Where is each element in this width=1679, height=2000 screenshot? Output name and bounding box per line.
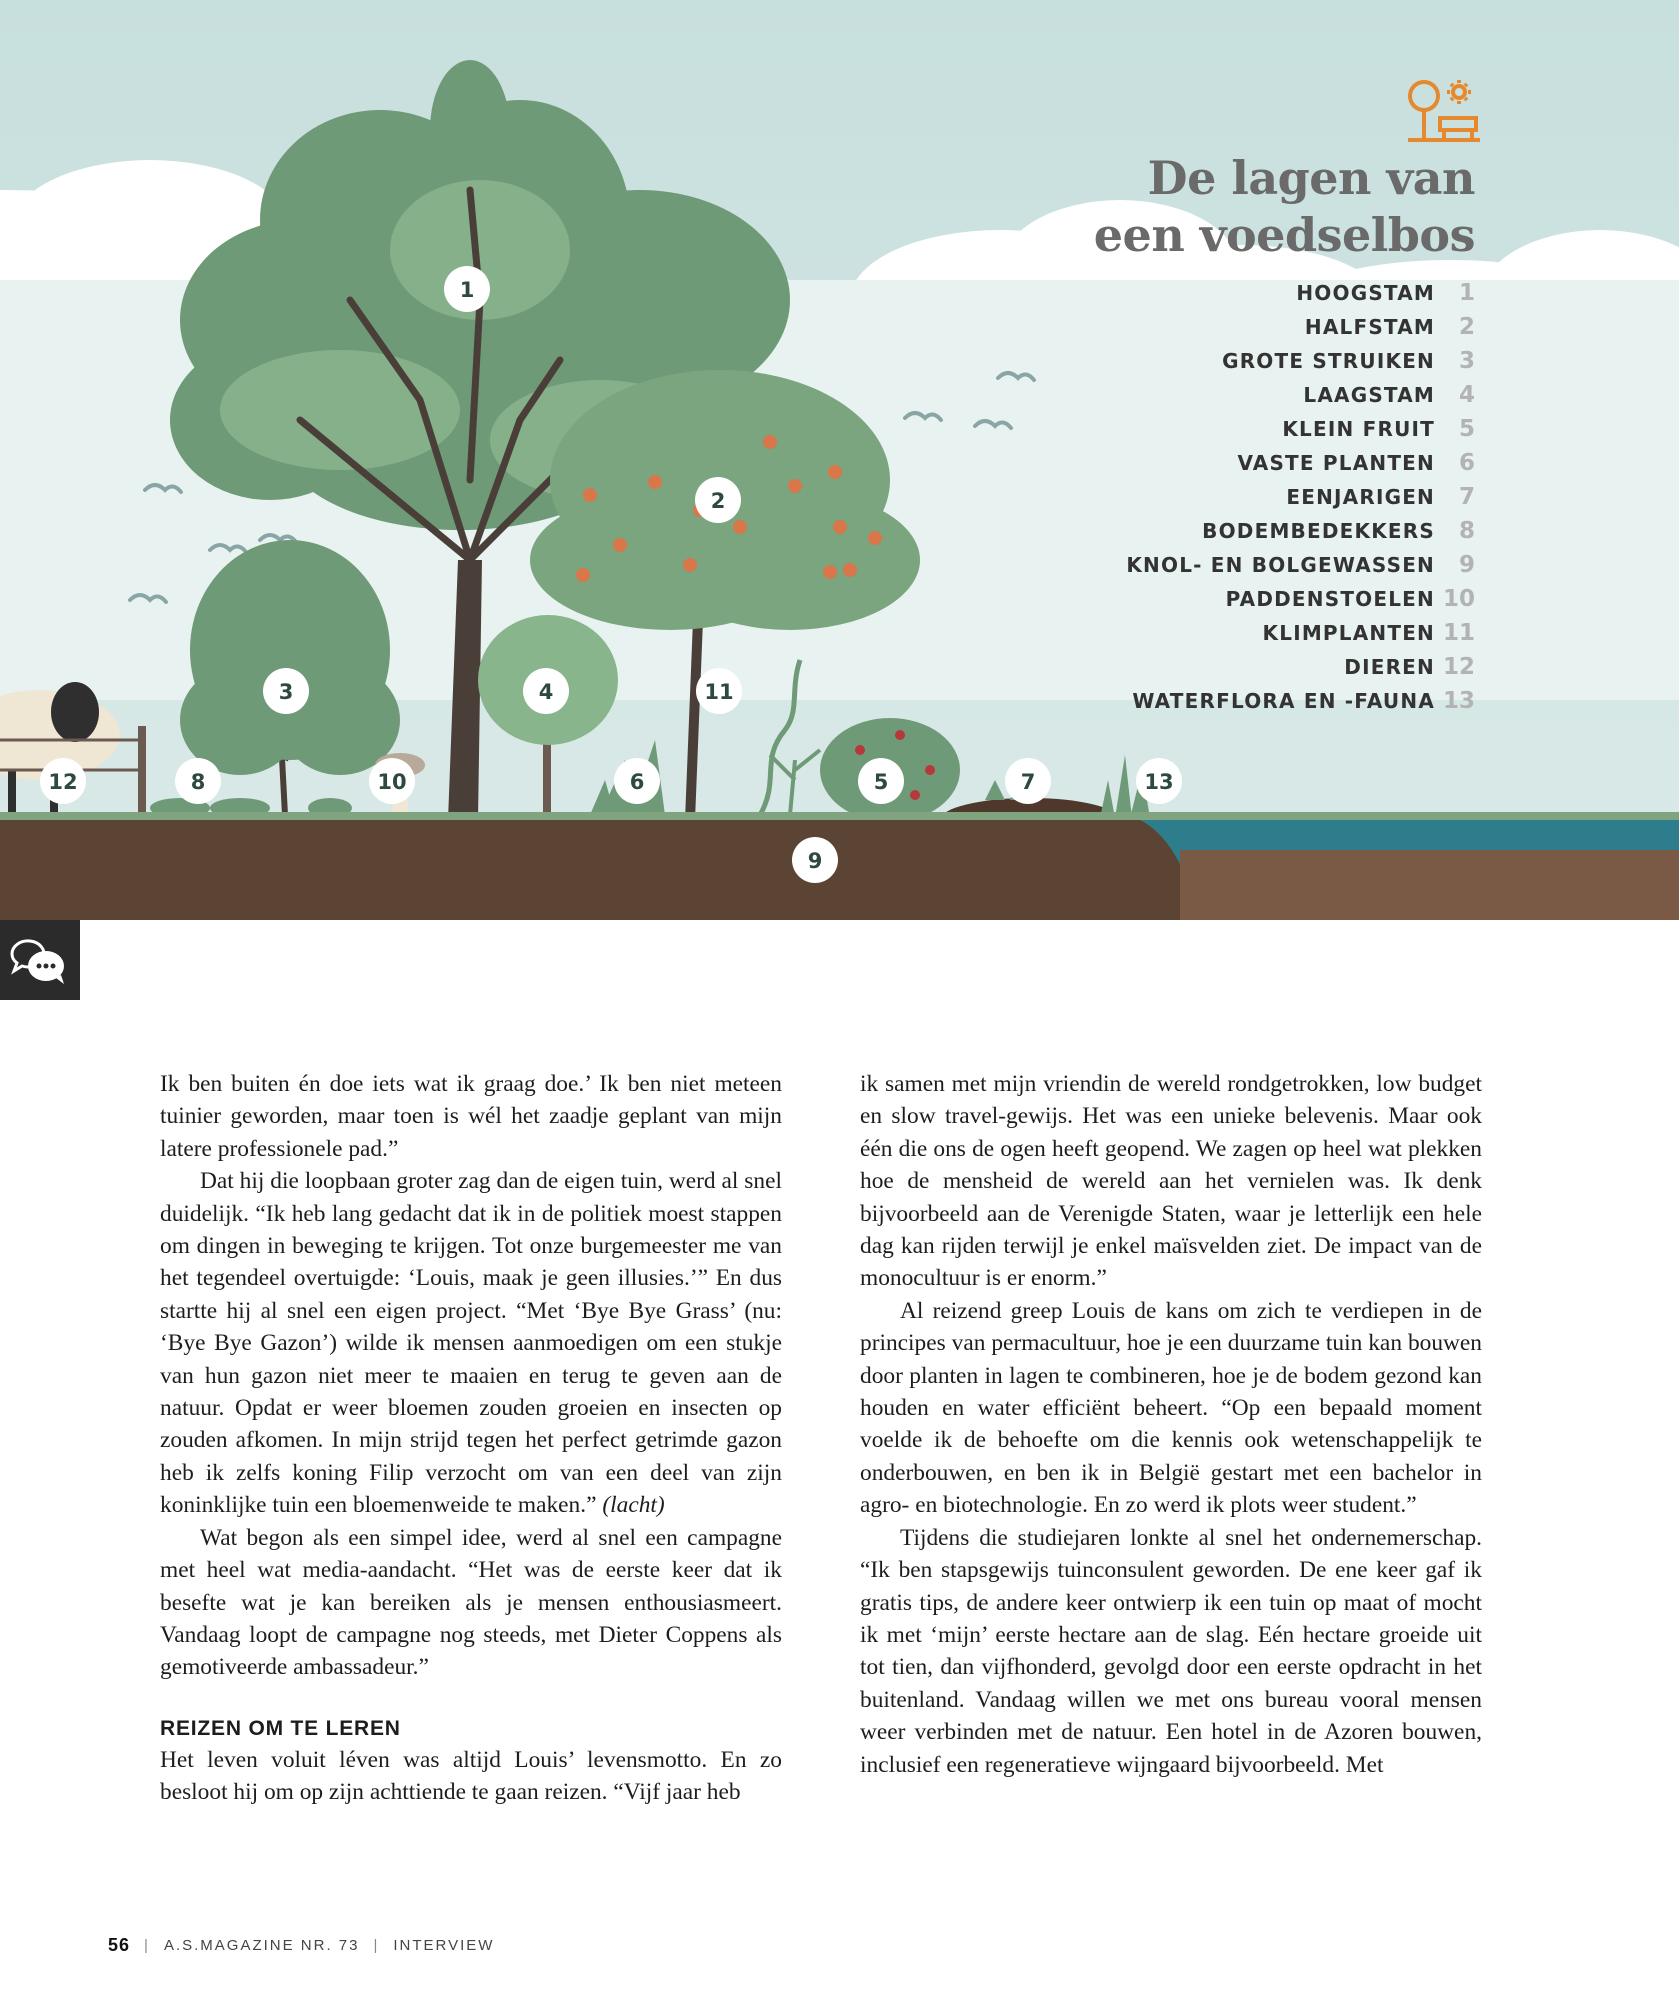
legend-label: HALFSTAM (1304, 315, 1435, 339)
article-paragraph: Wat begon als een simpel idee, werd al snel een campagne met heel wat media-aandacht. “Het was de eerste keer dat ik besefte wat je kan bereiken als je mensen enthousiasmeert. Vandaag loopt de campagne nog steeds, met Dieter Coppens als gemotiveerde ambassadeur.” (160, 1524, 782, 1681)
legend-number: 8 (1458, 518, 1475, 544)
legend-number: 3 (1458, 348, 1475, 374)
legend-label: KLIMPLANTEN (1262, 621, 1435, 645)
article-paragraph: Ik ben buiten én doe iets wat ik graag doe.’ Ik ben niet meteen tuinier geworden, maar toen is wél het zaadje geplant van mijn latere professionele pad.” (160, 1071, 782, 1162)
layer-marker (523, 668, 569, 714)
legend-number: 13 (1442, 688, 1475, 714)
legend-item (1094, 582, 1475, 616)
legend-number: 2 (1458, 314, 1475, 340)
layer-marker (695, 477, 741, 523)
paragraph-text: Dat hij die loopbaan groter zag dan de eigen tuin, werd al snel duidelijk. “Ik heb lang gedacht dat ik in de politiek moest stappen om dingen in beweging te krijgen. Tot onze burgemeester me van het tegendeel overtuigde: ‘Louis, maak je geen illusies.’” En dus startte hij al snel een eigen project. “Met ‘Bye Bye Grass’ (nu: ‘Bye Bye Gazon’) wilde ik mensen aanmoedigen om een stukje van hun gazon niet meer te maaien en terug te geven aan de natuur. Opdat er weer bloemen zouden groeien en insecten op zouden afkomen. In mijn strijd tegen het perfect getrimde gazon heb ik zelfs koning Filip verzocht om van een deel van zijn koninklijke tuin een bloemenweide te maken.” (160, 1168, 782, 1519)
layer-marker (369, 758, 415, 804)
legend-title-line: De lagen van (1147, 151, 1475, 205)
grass-line (0, 812, 1679, 820)
svg-text:9: 9 (807, 849, 823, 873)
footer-separator: | (373, 1937, 380, 1954)
svg-text:10: 10 (377, 770, 407, 794)
paragraph-aside: (lacht) (602, 1492, 665, 1519)
legend-number: 11 (1442, 620, 1475, 646)
article-column-right (860, 1068, 1482, 1781)
legend-number: 10 (1442, 586, 1475, 612)
magazine-name: A.S.MAGAZINE NR. 73 (163, 1937, 360, 1954)
svg-text:8: 8 (190, 770, 206, 794)
layer-marker (175, 758, 221, 804)
page-number: 56 (108, 1935, 131, 1955)
legend-number: 5 (1458, 416, 1475, 442)
svg-text:13: 13 (1144, 770, 1174, 794)
layer-marker (696, 668, 742, 714)
section-heading: REIZEN OM TE LEREN (160, 1716, 401, 1740)
legend-item (1094, 650, 1475, 684)
svg-text:3: 3 (278, 680, 294, 704)
layer-marker (1005, 758, 1051, 804)
legend-label: PADDENSTOELEN (1225, 587, 1435, 611)
legend-number: 1 (1458, 280, 1475, 306)
legend-item (1094, 276, 1475, 310)
legend-item (1094, 616, 1475, 650)
section-name: INTERVIEW (393, 1937, 495, 1954)
soil-under-water (1180, 850, 1679, 920)
legend-label: GROTE STRUIKEN (1222, 349, 1435, 373)
layers-legend (1094, 150, 1475, 718)
svg-text:5: 5 (873, 770, 889, 794)
legend-number: 12 (1442, 654, 1475, 680)
legend-item (1094, 446, 1475, 480)
legend-item (1094, 480, 1475, 514)
article-paragraph: Tijdens die studiejaren lonkte al snel het ondernemerschap. “Ik ben stapsgewijs tuinconsulent geworden. De ene keer gaf ik gratis tips, de andere keer ontwierp ik een tuin op maat of mocht ik met ‘mijn’ eerste hectare aan de slag. Eén hectare groeide uit tot tien, dan vijfhonderd, gevolgd door een eerste opdracht in het buitenland. Vandaag willen we met ons bureau vooral mensen weer verbinden met de natuur. Een hotel in de Azoren bouwen, inclusief een regeneratieve wijngaard bijvoorbeeld. Met (860, 1524, 1482, 1778)
legend-item (1094, 548, 1475, 582)
svg-text:1: 1 (459, 278, 475, 302)
layer-marker (858, 758, 904, 804)
layer-marker (444, 266, 490, 312)
article-paragraph: Al reizend greep Louis de kans om zich te verdiepen in de principes van permacultuur, hoe je een duurzame tuin kan bouwen door planten in lagen te combineren, hoe je de bodem gezond kan houden en water efficiënt beheert. “Op een bepaald moment voelde ik de behoefte om die kennis ook wetenschappelijk te onderbouwen, en ben ik in België gestart met een bachelor in agro- en biotechnologie. En zo werd ik plots weer student.” (860, 1297, 1482, 1519)
legend-label: BODEMBEDEKKERS (1202, 519, 1435, 543)
legend-label: DIEREN (1344, 655, 1435, 679)
legend-label: EENJARIGEN (1286, 485, 1435, 509)
layer-marker (263, 668, 309, 714)
legend-label: KLEIN FRUIT (1282, 417, 1435, 441)
footer-separator: | (144, 1937, 150, 1954)
layer-marker (40, 758, 86, 804)
svg-text:2: 2 (710, 489, 726, 513)
chat-bubbles-icon (0, 920, 80, 1000)
layer-marker (792, 837, 838, 883)
legend-item (1094, 412, 1475, 446)
article-paragraph (160, 1165, 782, 1521)
layer-marker (614, 758, 660, 804)
legend-item (1094, 344, 1475, 378)
layer-marker (1136, 758, 1182, 804)
legend-number: 9 (1458, 552, 1475, 578)
legend-label: LAAGSTAM (1303, 383, 1435, 407)
legend-list (1094, 276, 1475, 718)
legend-number: 6 (1458, 450, 1475, 476)
legend-item (1094, 310, 1475, 344)
legend-label: KNOL- EN BOLGEWASSEN (1126, 553, 1435, 577)
article-paragraph: ik samen met mijn vriendin de wereld rondgetrokken, low budget en slow travel-gewijs. Het was een unieke belevenis. Maar ook één die ons de ogen heeft geopend. We zagen op heel wat plekken hoe de mensheid de wereld aan het vernielen was. Ik denk bijvoorbeeld aan de Verenigde Staten, waar je letterlijk een hele dag kan rijden terwijl je enkel maïsvelden ziet. De impact van de monocultuur is er enorm.” (860, 1071, 1482, 1292)
legend-label: WATERFLORA EN -FAUNA (1132, 689, 1435, 713)
soil (0, 820, 1200, 920)
legend-item (1094, 514, 1475, 548)
legend-item (1094, 684, 1475, 718)
legend-item (1094, 378, 1475, 412)
article-paragraph: Het leven voluit léven was altijd Louis’ levensmotto. En zo besloot hij om op zijn achttiende te gaan reizen. “Vijf jaar heb (160, 1746, 782, 1806)
chat-button[interactable] (0, 920, 80, 1000)
svg-text:7: 7 (1020, 770, 1036, 794)
page-footer (108, 1935, 494, 1956)
legend-number: 4 (1458, 382, 1475, 408)
legend-label: VASTE PLANTEN (1237, 451, 1435, 475)
svg-text:4: 4 (538, 680, 554, 704)
legend-title-line: een voedselbos (1093, 208, 1475, 262)
article-column-left (160, 1068, 782, 1809)
svg-text:11: 11 (704, 680, 734, 704)
svg-text:6: 6 (629, 770, 645, 794)
legend-title (1094, 150, 1475, 264)
legend-number: 7 (1458, 484, 1475, 510)
svg-text:12: 12 (48, 770, 78, 794)
legend-label: HOOGSTAM (1296, 281, 1435, 305)
